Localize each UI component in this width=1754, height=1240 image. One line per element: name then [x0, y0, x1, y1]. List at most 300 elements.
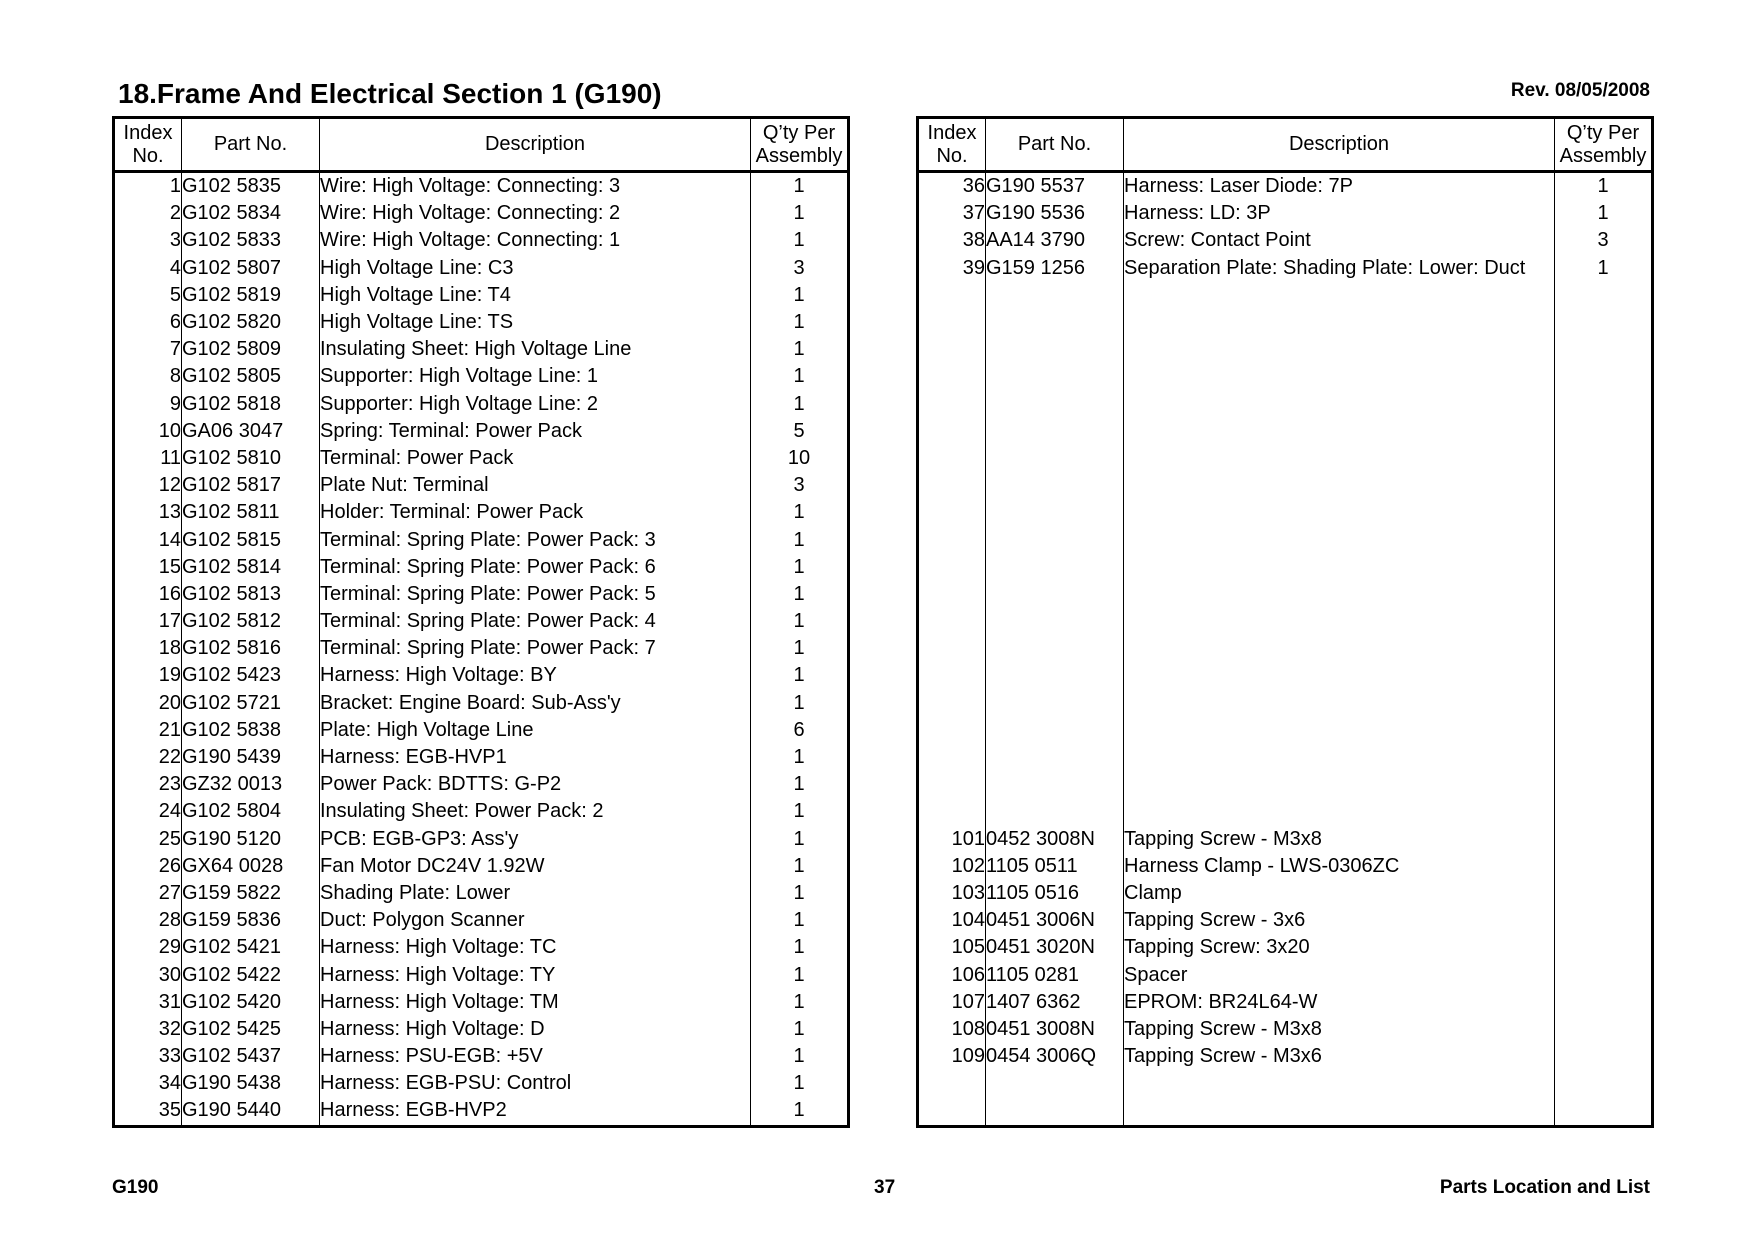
cell-description: Spring: Terminal: Power Pack	[320, 418, 751, 445]
cell-part-no	[986, 499, 1124, 526]
table-row	[114, 255, 849, 282]
header-description: Description	[320, 118, 751, 172]
cell-qty: 1	[751, 853, 849, 880]
cell-qty	[1555, 798, 1653, 825]
table-row	[918, 744, 1653, 771]
table-row	[918, 309, 1653, 336]
parts-table-right	[916, 116, 1654, 1128]
cell-qty	[1555, 282, 1653, 309]
cell-part-no: G102 5835	[182, 172, 320, 201]
cell-description: Tapping Screw - M3x6	[1124, 1043, 1555, 1070]
cell-qty: 1	[751, 1097, 849, 1126]
table-row	[114, 499, 849, 526]
cell-index	[918, 554, 986, 581]
cell-description: Harness: PSU-EGB: +5V	[320, 1043, 751, 1070]
cell-qty: 1	[751, 526, 849, 553]
cell-index: 37	[918, 200, 986, 227]
cell-description: Terminal: Spring Plate: Power Pack: 4	[320, 608, 751, 635]
cell-qty: 3	[1555, 227, 1653, 254]
cell-description: Terminal: Spring Plate: Power Pack: 6	[320, 554, 751, 581]
cell-part-no	[986, 798, 1124, 825]
header-part-no: Part No.	[182, 118, 320, 172]
table-row	[114, 771, 849, 798]
cell-description	[1124, 418, 1555, 445]
cell-qty: 1	[751, 363, 849, 390]
cell-index	[918, 309, 986, 336]
cell-qty: 3	[751, 255, 849, 282]
cell-part-no: GA06 3047	[182, 418, 320, 445]
cell-index: 30	[114, 961, 182, 988]
header-index-line2: No.	[132, 144, 164, 167]
cell-part-no	[986, 608, 1124, 635]
cell-qty: 1	[751, 771, 849, 798]
cell-part-no	[986, 771, 1124, 798]
cell-index: 109	[918, 1043, 986, 1070]
table-row	[114, 526, 849, 553]
cell-qty	[1555, 336, 1653, 363]
cell-qty	[1555, 635, 1653, 662]
cell-qty	[1555, 771, 1653, 798]
table-row	[114, 282, 849, 309]
cell-part-no	[986, 581, 1124, 608]
table-row	[114, 1043, 849, 1070]
cell-part-no: 1105 0281	[986, 961, 1124, 988]
table-row	[114, 1097, 849, 1126]
cell-description: Harness: High Voltage: TC	[320, 934, 751, 961]
table-row	[114, 227, 849, 254]
cell-part-no: G102 5815	[182, 526, 320, 553]
cell-index	[918, 472, 986, 499]
cell-description: Plate Nut: Terminal	[320, 472, 751, 499]
cell-part-no	[986, 717, 1124, 744]
cell-description	[1124, 690, 1555, 717]
cell-index	[918, 662, 986, 689]
cell-index: 27	[114, 880, 182, 907]
cell-index: 35	[114, 1097, 182, 1126]
cell-index: 20	[114, 690, 182, 717]
cell-qty: 1	[751, 499, 849, 526]
cell-qty: 1	[751, 798, 849, 825]
parts-table-right-body	[918, 172, 1653, 1127]
cell-qty	[1555, 309, 1653, 336]
table-header-row	[918, 118, 1653, 172]
cell-part-no: G102 5834	[182, 200, 320, 227]
table-row	[114, 1016, 849, 1043]
table-row	[918, 961, 1653, 988]
cell-qty: 1	[751, 554, 849, 581]
cell-qty	[1555, 717, 1653, 744]
cell-index: 36	[918, 172, 986, 201]
cell-part-no: 0452 3008N	[986, 826, 1124, 853]
cell-index: 38	[918, 227, 986, 254]
cell-part-no: G159 1256	[986, 255, 1124, 282]
table-row	[918, 717, 1653, 744]
cell-description: Bracket: Engine Board: Sub-Ass'y	[320, 690, 751, 717]
table-row	[114, 554, 849, 581]
header-index	[114, 118, 182, 172]
table-row	[918, 581, 1653, 608]
cell-index: 11	[114, 445, 182, 472]
cell-part-no	[986, 336, 1124, 363]
cell-qty	[1555, 391, 1653, 418]
cell-qty: 1	[751, 934, 849, 961]
cell-qty: 1	[751, 1070, 849, 1097]
header-qty	[1555, 118, 1653, 172]
cell-description: Spacer	[1124, 961, 1555, 988]
cell-description	[1124, 581, 1555, 608]
cell-part-no: G102 5816	[182, 635, 320, 662]
table-row	[114, 907, 849, 934]
cell-index: 25	[114, 826, 182, 853]
cell-description: Harness Clamp - LWS-0306ZC	[1124, 853, 1555, 880]
cell-description: Shading Plate: Lower	[320, 880, 751, 907]
cell-qty	[1555, 608, 1653, 635]
cell-part-no: G190 5537	[986, 172, 1124, 201]
cell-description	[1124, 744, 1555, 771]
cell-index: 26	[114, 853, 182, 880]
header-qty-line2: Assembly	[1559, 144, 1647, 167]
cell-index: 23	[114, 771, 182, 798]
table-row	[918, 826, 1653, 853]
footer-section: Parts Location and List	[1439, 1177, 1650, 1198]
cell-description	[1124, 309, 1555, 336]
cell-qty: 1	[751, 1016, 849, 1043]
table-row	[918, 418, 1653, 445]
cell-index: 4	[114, 255, 182, 282]
table-row	[114, 853, 849, 880]
cell-part-no: G102 5818	[182, 391, 320, 418]
parts-table-left	[112, 116, 850, 1128]
cell-description	[1124, 391, 1555, 418]
table-row	[918, 853, 1653, 880]
cell-index: 24	[114, 798, 182, 825]
table-row	[918, 608, 1653, 635]
table-row	[114, 1070, 849, 1097]
cell-qty: 1	[751, 744, 849, 771]
cell-qty: 1	[751, 391, 849, 418]
table-row	[918, 391, 1653, 418]
cell-qty: 1	[751, 200, 849, 227]
cell-part-no	[986, 391, 1124, 418]
cell-index	[918, 336, 986, 363]
table-row	[918, 227, 1653, 254]
cell-part-no	[986, 445, 1124, 472]
cell-index	[918, 690, 986, 717]
table-row	[918, 635, 1653, 662]
cell-part-no	[986, 282, 1124, 309]
cell-qty: 1	[751, 309, 849, 336]
cell-qty: 1	[751, 608, 849, 635]
cell-index: 29	[114, 934, 182, 961]
table-row	[918, 200, 1653, 227]
table-row	[918, 798, 1653, 825]
cell-description: Insulating Sheet: High Voltage Line	[320, 336, 751, 363]
cell-qty	[1555, 418, 1653, 445]
cell-part-no: G190 5120	[182, 826, 320, 853]
cell-index: 9	[114, 391, 182, 418]
cell-index: 39	[918, 255, 986, 282]
header-qty-line1: Q’ty Per	[762, 121, 836, 144]
header-index-line2: No.	[936, 144, 968, 167]
table-row	[114, 608, 849, 635]
cell-part-no	[986, 744, 1124, 771]
cell-part-no: G102 5811	[182, 499, 320, 526]
cell-qty: 1	[751, 826, 849, 853]
cell-part-no	[986, 309, 1124, 336]
table-row	[918, 989, 1653, 1016]
cell-description	[1124, 1097, 1555, 1126]
cell-qty	[1555, 1070, 1653, 1097]
cell-index	[918, 282, 986, 309]
footer-page-number: 37	[874, 1177, 896, 1198]
cell-part-no: 1105 0511	[986, 853, 1124, 880]
cell-part-no: G102 5421	[182, 934, 320, 961]
cell-index: 15	[114, 554, 182, 581]
cell-index: 6	[114, 309, 182, 336]
cell-index: 14	[114, 526, 182, 553]
table-row	[918, 934, 1653, 961]
revision-date: Rev. 08/05/2008	[1510, 80, 1650, 101]
cell-description: Harness: High Voltage: BY	[320, 662, 751, 689]
cell-description: High Voltage Line: C3	[320, 255, 751, 282]
table-row	[918, 662, 1653, 689]
table-row	[918, 445, 1653, 472]
table-row	[114, 309, 849, 336]
cell-part-no: G190 5439	[182, 744, 320, 771]
cell-index: 106	[918, 961, 986, 988]
cell-index: 107	[918, 989, 986, 1016]
cell-index	[918, 717, 986, 744]
cell-index	[918, 771, 986, 798]
table-row	[918, 336, 1653, 363]
cell-index: 28	[114, 907, 182, 934]
cell-part-no: G102 5807	[182, 255, 320, 282]
cell-qty: 1	[751, 690, 849, 717]
cell-qty	[1555, 826, 1653, 853]
cell-index: 16	[114, 581, 182, 608]
table-header-row	[114, 118, 849, 172]
cell-index	[918, 1097, 986, 1126]
cell-qty	[1555, 662, 1653, 689]
table-row	[114, 172, 849, 201]
cell-description	[1124, 662, 1555, 689]
cell-description	[1124, 472, 1555, 499]
table-row	[114, 690, 849, 717]
cell-part-no: G102 5819	[182, 282, 320, 309]
cell-qty	[1555, 1016, 1653, 1043]
cell-description: Supporter: High Voltage Line: 2	[320, 391, 751, 418]
cell-index: 102	[918, 853, 986, 880]
cell-description: Harness: EGB-HVP2	[320, 1097, 751, 1126]
cell-description: Tapping Screw - 3x6	[1124, 907, 1555, 934]
cell-index: 32	[114, 1016, 182, 1043]
table-row	[918, 690, 1653, 717]
cell-index	[918, 608, 986, 635]
table-row	[918, 172, 1653, 201]
cell-qty	[1555, 472, 1653, 499]
table-row	[918, 282, 1653, 309]
cell-part-no: GZ32 0013	[182, 771, 320, 798]
table-row	[114, 717, 849, 744]
cell-part-no: G102 5420	[182, 989, 320, 1016]
header-part-no: Part No.	[986, 118, 1124, 172]
cell-index	[918, 363, 986, 390]
cell-qty: 6	[751, 717, 849, 744]
cell-part-no: G102 5814	[182, 554, 320, 581]
cell-description: Terminal: Power Pack	[320, 445, 751, 472]
table-row	[114, 336, 849, 363]
cell-qty	[1555, 526, 1653, 553]
cell-qty: 1	[751, 662, 849, 689]
cell-qty	[1555, 989, 1653, 1016]
cell-part-no: G159 5822	[182, 880, 320, 907]
cell-description: High Voltage Line: T4	[320, 282, 751, 309]
cell-description: Harness: High Voltage: TY	[320, 961, 751, 988]
cell-qty: 5	[751, 418, 849, 445]
cell-part-no: G190 5440	[182, 1097, 320, 1126]
table-row	[114, 445, 849, 472]
cell-qty: 1	[751, 1043, 849, 1070]
table-row	[918, 907, 1653, 934]
cell-part-no: G102 5422	[182, 961, 320, 988]
cell-index: 8	[114, 363, 182, 390]
cell-qty: 1	[1555, 172, 1653, 201]
cell-qty: 1	[1555, 255, 1653, 282]
cell-part-no: G102 5804	[182, 798, 320, 825]
cell-description: Separation Plate: Shading Plate: Lower: Duct	[1124, 255, 1555, 282]
cell-description: Harness: Laser Diode: 7P	[1124, 172, 1555, 201]
cell-qty	[1555, 961, 1653, 988]
cell-index	[918, 744, 986, 771]
cell-qty: 1	[751, 989, 849, 1016]
header-index-line1: Index	[123, 121, 173, 144]
table-row	[918, 880, 1653, 907]
cell-part-no: G102 5817	[182, 472, 320, 499]
cell-qty: 3	[751, 472, 849, 499]
table-row	[114, 989, 849, 1016]
table-row	[918, 554, 1653, 581]
cell-description	[1124, 554, 1555, 581]
cell-description: Terminal: Spring Plate: Power Pack: 5	[320, 581, 751, 608]
table-row	[114, 798, 849, 825]
table-row	[918, 1016, 1653, 1043]
footer-model: G190	[112, 1177, 159, 1198]
cell-qty: 1	[751, 961, 849, 988]
cell-index	[918, 1070, 986, 1097]
cell-description: Tapping Screw - M3x8	[1124, 1016, 1555, 1043]
cell-description	[1124, 363, 1555, 390]
cell-part-no: G102 5833	[182, 227, 320, 254]
cell-index	[918, 798, 986, 825]
header-index	[918, 118, 986, 172]
page-title: 18.Frame And Electrical Section 1 (G190)	[118, 78, 662, 109]
cell-index: 18	[114, 635, 182, 662]
cell-part-no: GX64 0028	[182, 853, 320, 880]
cell-description: Power Pack: BDTTS: G-P2	[320, 771, 751, 798]
table-row	[114, 961, 849, 988]
cell-qty	[1555, 554, 1653, 581]
header-qty-line1: Q’ty Per	[1566, 121, 1640, 144]
cell-qty: 1	[1555, 200, 1653, 227]
cell-index: 33	[114, 1043, 182, 1070]
cell-description: Holder: Terminal: Power Pack	[320, 499, 751, 526]
table-row	[918, 472, 1653, 499]
cell-part-no: G102 5813	[182, 581, 320, 608]
cell-description	[1124, 798, 1555, 825]
table-row	[918, 1070, 1653, 1097]
cell-index: 103	[918, 880, 986, 907]
cell-part-no	[986, 472, 1124, 499]
cell-description	[1124, 282, 1555, 309]
cell-part-no: G102 5810	[182, 445, 320, 472]
cell-index: 5	[114, 282, 182, 309]
cell-description: Screw: Contact Point	[1124, 227, 1555, 254]
cell-qty	[1555, 690, 1653, 717]
cell-qty	[1555, 744, 1653, 771]
cell-description: Terminal: Spring Plate: Power Pack: 7	[320, 635, 751, 662]
table-row	[114, 472, 849, 499]
cell-qty: 10	[751, 445, 849, 472]
cell-description: Plate: High Voltage Line	[320, 717, 751, 744]
cell-description: Wire: High Voltage: Connecting: 3	[320, 172, 751, 201]
table-row	[918, 499, 1653, 526]
cell-part-no: 0451 3008N	[986, 1016, 1124, 1043]
cell-description: Tapping Screw: 3x20	[1124, 934, 1555, 961]
cell-index: 22	[114, 744, 182, 771]
cell-description	[1124, 526, 1555, 553]
cell-qty	[1555, 499, 1653, 526]
header-index-line1: Index	[927, 121, 977, 144]
cell-index: 7	[114, 336, 182, 363]
table-row	[918, 526, 1653, 553]
header-qty	[751, 118, 849, 172]
cell-index: 105	[918, 934, 986, 961]
cell-description: High Voltage Line: TS	[320, 309, 751, 336]
cell-index	[918, 581, 986, 608]
table-row	[114, 363, 849, 390]
cell-part-no: G102 5820	[182, 309, 320, 336]
cell-qty	[1555, 1097, 1653, 1126]
cell-qty: 1	[751, 172, 849, 201]
cell-part-no: 1105 0516	[986, 880, 1124, 907]
cell-qty: 1	[751, 282, 849, 309]
cell-index: 10	[114, 418, 182, 445]
cell-part-no	[986, 690, 1124, 717]
cell-qty	[1555, 1043, 1653, 1070]
cell-description: Wire: High Voltage: Connecting: 2	[320, 200, 751, 227]
cell-part-no: G102 5838	[182, 717, 320, 744]
cell-description: Duct: Polygon Scanner	[320, 907, 751, 934]
cell-qty	[1555, 907, 1653, 934]
cell-qty: 1	[751, 227, 849, 254]
cell-part-no: G159 5836	[182, 907, 320, 934]
table-row	[918, 255, 1653, 282]
table-row	[114, 744, 849, 771]
cell-description: Harness: EGB-HVP1	[320, 744, 751, 771]
cell-part-no: G102 5809	[182, 336, 320, 363]
header-qty-line2: Assembly	[755, 144, 843, 167]
cell-part-no	[986, 418, 1124, 445]
cell-index	[918, 418, 986, 445]
cell-part-no: G102 5437	[182, 1043, 320, 1070]
cell-description: Terminal: Spring Plate: Power Pack: 3	[320, 526, 751, 553]
cell-description	[1124, 635, 1555, 662]
cell-index: 34	[114, 1070, 182, 1097]
table-row	[114, 826, 849, 853]
cell-index: 3	[114, 227, 182, 254]
cell-index: 2	[114, 200, 182, 227]
cell-qty: 1	[751, 336, 849, 363]
